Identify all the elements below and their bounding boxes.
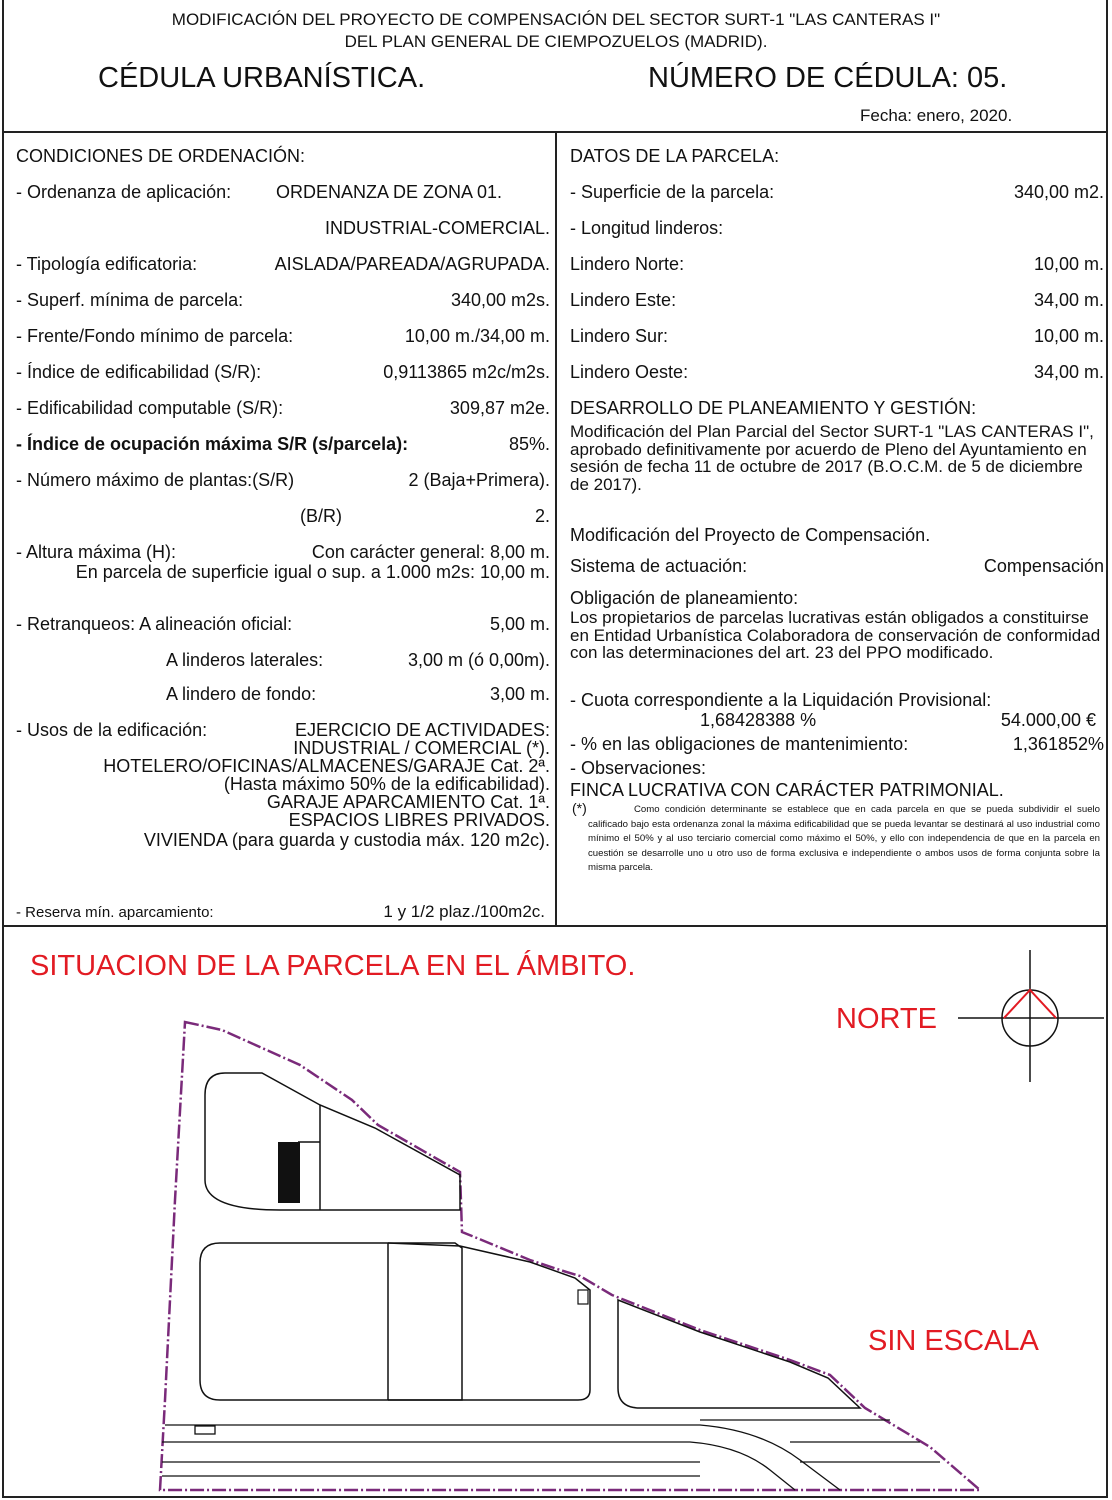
usos-line: INDUSTRIAL / COMERCIAL (*). xyxy=(293,738,550,758)
lindero-este-value: 34,00 m. xyxy=(1033,290,1104,310)
sistema-label: Sistema de actuación: xyxy=(570,556,748,576)
indice-value: 0,9113865 m2c/m2s. xyxy=(383,362,550,382)
doc-title: CÉDULA URBANÍSTICA. xyxy=(98,62,426,94)
linderos-laterales-value: 3,00 m (ó 0,00m). xyxy=(407,650,550,670)
observaciones-label: - Observaciones: xyxy=(570,758,707,778)
lindero-norte-label: Lindero Norte: xyxy=(570,254,685,274)
cuota-percent: 1,68428388 % xyxy=(700,710,817,730)
obligacion-heading: Obligación de planeamiento: xyxy=(570,588,799,608)
lindero-sur-value: 10,00 m. xyxy=(1033,326,1104,346)
usos-line: GARAJE APARCAMIENTO Cat. 1ª. xyxy=(266,792,550,812)
tipologia-value: AISLADA/PAREADA/AGRUPADA. xyxy=(274,254,550,274)
br-value: 2. xyxy=(534,506,550,526)
mantenimiento-value: 1,361852% xyxy=(1012,734,1104,754)
left-heading: CONDICIONES DE ORDENACIÓN: xyxy=(16,146,306,166)
observaciones-text: FINCA LUCRATIVA CON CARÁCTER PATRIMONIAL. xyxy=(570,780,1004,800)
highlighted-parcel xyxy=(278,1142,300,1203)
superficie-label: - Superficie de la parcela: xyxy=(570,182,775,202)
plantas-label: - Número máximo de plantas:(S/R) xyxy=(16,470,295,490)
superf-value: 340,00 m2s. xyxy=(450,290,550,310)
obligacion-text: Los propietarios de parcelas lucrativas están obligados a constituirse en Entidad Urbanística Colaboradora de conservación de conformidad con las determinaciones del art. 23 del PPO modificado. xyxy=(570,608,1101,662)
note-text: Como condición determinante se establece que en cada parcela en que se pueda subdividir el suelo calificado bajo esta ordenanza zonal la máxima edificabilidad que se pueda levantar se destinará al uso industrial como mínimo el 50% y al uso terciario comercial como máximo el 50%, y ello con independencia de que en la parcela en cuestión se desarrolle uno u otro uso de forma exclusiva e independiente o ambos usos de forma conjunta sobre la misma parcela. xyxy=(588,804,1100,874)
cedula-number: NÚMERO DE CÉDULA: 05. xyxy=(648,62,1008,94)
ordenanza-label: - Ordenanza de aplicación: xyxy=(16,182,232,202)
lower-middle-block xyxy=(388,1243,590,1400)
edificabilidad-value: 309,87 m2e. xyxy=(449,398,550,418)
tipologia-label: - Tipología edificatoria: xyxy=(16,254,198,274)
linderos-laterales-label: A linderos laterales: xyxy=(166,650,324,670)
superficie-value: 340,00 m2. xyxy=(1013,182,1104,202)
desarrollo-heading: DESARROLLO DE PLANEAMIENTO Y GESTIÓN: xyxy=(570,398,977,418)
superf-label: - Superf. mínima de parcela: xyxy=(16,290,244,310)
retranqueo-value: 5,00 m. xyxy=(489,614,550,634)
cuota-euros: 54.000,00 € xyxy=(1000,710,1096,730)
cuota-label: - Cuota correspondiente a la Liquidación Provisional: xyxy=(570,690,992,710)
north-label: NORTE xyxy=(836,1003,937,1035)
longitud-linderos-label: - Longitud linderos: xyxy=(570,218,724,238)
reserva-value: 1 y 1/2 plaz./100m2c. xyxy=(383,902,545,921)
header-line-2: DEL PLAN GENERAL DE CIEMPOZUELOS (MADRID). xyxy=(344,32,768,51)
road-lines xyxy=(162,1420,940,1490)
header-line-1: MODIFICACIÓN DEL PROYECTO DE COMPENSACIÓN DEL SECTOR SURT-1 "LAS CANTERAS I" xyxy=(171,10,941,29)
lower-right-block xyxy=(618,1300,860,1408)
mantenimiento-label: - % en las obligaciones de mantenimiento: xyxy=(570,734,909,754)
altura-label: - Altura máxima (H): xyxy=(16,542,177,562)
ordenanza-value-2: INDUSTRIAL-COMERCIAL. xyxy=(324,218,550,238)
lower-left-block xyxy=(200,1243,462,1400)
right-heading: DATOS DE LA PARCELA: xyxy=(570,146,780,166)
lindero-norte-value: 10,00 m. xyxy=(1033,254,1104,274)
note-mark: (*) xyxy=(572,800,587,816)
modificacion-text: Modificación del Proyecto de Compensación. xyxy=(570,525,931,545)
date: Fecha: enero, 2020. xyxy=(860,106,1013,125)
ocupacion-value: 85%. xyxy=(508,434,550,454)
frente-value: 10,00 m./34,00 m. xyxy=(404,326,550,346)
reserva-label: - Reserva mín. aparcamiento: xyxy=(16,904,214,921)
retranqueo-label: - Retranqueos: A alineación oficial: xyxy=(16,614,293,634)
map-title: SITUACION DE LA PARCELA EN EL ÁMBITO. xyxy=(30,950,636,982)
usos-line: EJERCICIO DE ACTIVIDADES: xyxy=(294,720,550,740)
scale-label: SIN ESCALA xyxy=(868,1325,1039,1357)
indice-label: - Índice de edificabilidad (S/R): xyxy=(16,362,262,382)
north-arrow-icon xyxy=(958,950,1104,1082)
lindero-oeste-label: Lindero Oeste: xyxy=(570,362,689,382)
plantas-value: 2 (Baja+Primera). xyxy=(408,470,550,490)
usos-line: (Hasta máximo 50% de la edificabilidad). xyxy=(223,774,550,794)
frente-label: - Frente/Fondo mínimo de parcela: xyxy=(16,326,294,346)
lindero-este-label: Lindero Este: xyxy=(570,290,677,310)
ordenanza-value-1: ORDENANZA DE ZONA 01. xyxy=(276,182,503,202)
lindero-sur-label: Lindero Sur: xyxy=(570,326,669,346)
usos-line: HOTELERO/OFICINAS/ALMACENES/GARAJE Cat. 2ª. xyxy=(103,756,550,776)
lindero-fondo-value: 3,00 m. xyxy=(489,684,550,704)
altura-value-2: En parcela de superficie igual o sup. a 1.000 m2s: 10,00 m. xyxy=(75,562,550,582)
lindero-oeste-value: 34,00 m. xyxy=(1033,362,1104,382)
upper-block xyxy=(205,1073,460,1210)
sistema-value: Compensación xyxy=(983,556,1104,576)
usos-line: VIVIENDA (para guarda y custodia máx. 120 m2c). xyxy=(143,830,550,850)
ocupacion-label: - Índice de ocupación máxima S/R (s/parcela): xyxy=(16,434,409,454)
desarrollo-text: Modificación del Plan Parcial del Sector SURT-1 "LAS CANTERAS I", aprobado definitivamente por acuerdo de Pleno del Ayuntamiento en sesión de fecha 11 de octubre de 2017 (B.O.C.M. de 5 de diciembre de 2017). xyxy=(570,422,1094,494)
altura-value-1: Con carácter general: 8,00 m. xyxy=(311,542,550,562)
edificabilidad-label: - Edificabilidad computable (S/R): xyxy=(16,398,284,418)
br-label: (B/R) xyxy=(300,506,342,526)
lindero-fondo-label: A lindero de fondo: xyxy=(166,684,317,704)
usos-label: - Usos de la edificación: xyxy=(16,720,208,740)
usos-line: ESPACIOS LIBRES PRIVADOS. xyxy=(288,810,550,830)
